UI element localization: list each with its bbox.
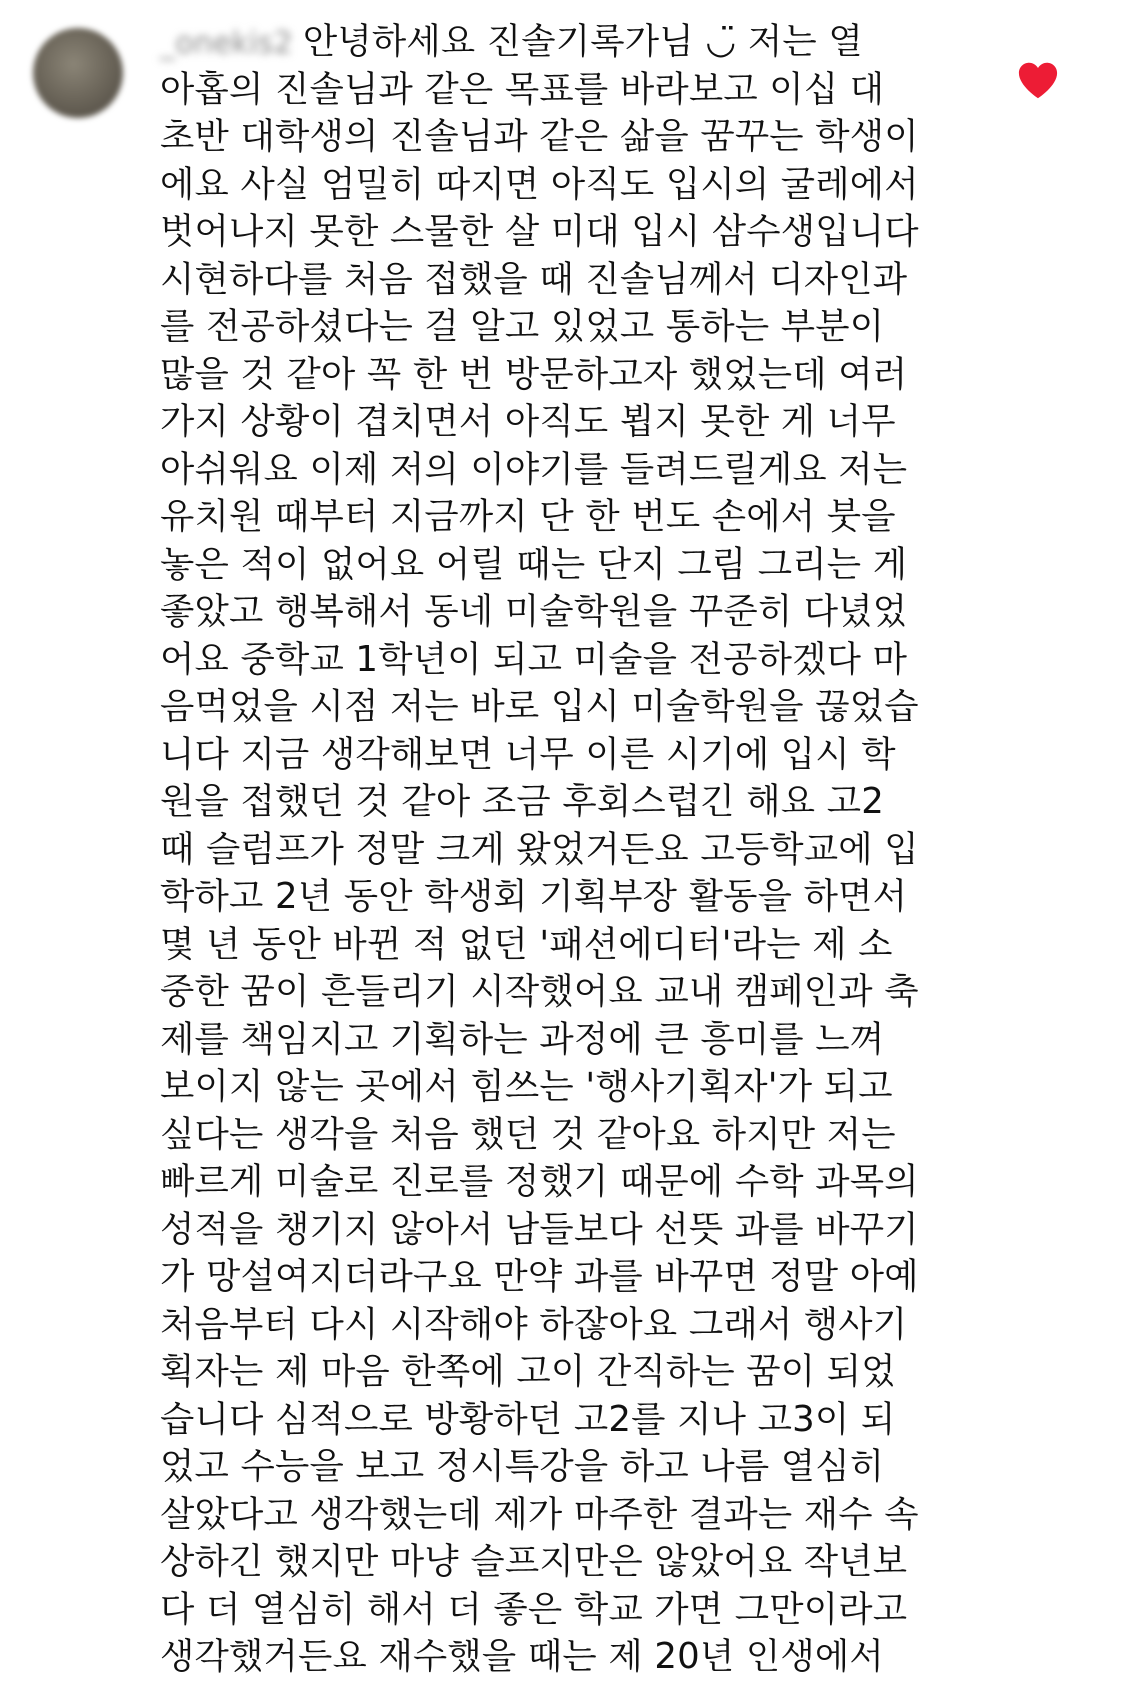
- comment-text-line: 었고 수능을 보고 정시특강을 하고 나름 열심히: [160, 1446, 885, 1487]
- comment-text-line: 때 슬럼프가 정말 크게 왔었거든요 고등학교에 입: [160, 828, 919, 870]
- comment-text-line: 니다 지금 생각해보면 너무 이른 시기에 입시 학: [160, 733, 896, 775]
- comment-text-line: 벗어나지 못한 스물한 살 미대 입시 삼수생입니다: [160, 211, 919, 252]
- comment-text-line: 를 전공하셨다는 걸 알고 있었고 통하는 부분이: [160, 306, 885, 347]
- comment-text-line: 빠르게 미술로 진로를 정했기 때문에 수학 과목의: [160, 1161, 919, 1202]
- comment-text-line: 유치원 때부터 지금까지 단 한 번도 손에서 붓을: [160, 496, 896, 537]
- comment-text-line: 획자는 제 마음 한쪽에 고이 간직하는 꿈이 되었: [160, 1351, 896, 1392]
- comment-text-start: 안녕하세요 진솔기록가님 ◡̈ 저는 열: [302, 21, 863, 62]
- comment-text-line: 싶다는 생각을 처음 했던 것 같아요 하지만 저는: [160, 1113, 896, 1155]
- comment-text-line: 다 더 열심히 해서 더 좋은 학교 가면 그만이라고: [160, 1588, 908, 1630]
- comment-text-line: 에요 사실 엄밀히 따지면 아직도 입시의 굴레에서: [160, 163, 919, 205]
- comment-text-line: 많을 것 같아 꼭 한 번 방문하고자 했었는데 여러: [160, 353, 908, 395]
- comment-text-line: 성적을 챙기지 않아서 남들보다 선뜻 과를 바꾸기: [160, 1208, 919, 1250]
- comment-text-line: 생각했거든요 재수했을 때는 제 20년 인생에서: [160, 1636, 884, 1677]
- comment-text-line: 가지 상황이 겹치면서 아직도 뵙지 못한 게 너무: [160, 401, 896, 442]
- comment-text-line: 상하긴 했지만 마냥 슬프지만은 않았어요 작년보: [160, 1541, 908, 1582]
- comment-text-line: 습니다 심적으로 방황하던 고2를 지나 고3이 되: [160, 1398, 896, 1440]
- heart-icon[interactable]: [1016, 60, 1060, 100]
- comment-text-line: 원을 접했던 것 같아 조금 후회스럽긴 해요 고2: [160, 781, 885, 822]
- comment-text-line: 놓은 적이 없어요 어릴 때는 단지 그림 그리는 게: [160, 543, 908, 585]
- comment-text-line: 음먹었을 시점 저는 바로 입시 미술학원을 끊었습: [160, 686, 919, 727]
- comment-text-line: 학하고 2년 동안 학생회 기획부장 활동을 하면서: [160, 876, 908, 917]
- avatar[interactable]: [33, 28, 123, 118]
- comment-text-line: 초반 대학생의 진솔님과 같은 삶을 꿈꾸는 학생이: [160, 116, 919, 157]
- comment-text-line: 보이지 않는 곳에서 힘쓰는 '행사기획자'가 되고: [160, 1066, 893, 1107]
- comment-text-line: 처음부터 다시 시작해야 하잖아요 그래서 행사기: [160, 1303, 908, 1345]
- comment-text-line: 몇 년 동안 바뀐 적 없던 '패션에디터'라는 제 소: [160, 923, 893, 965]
- comment-text-line: 아홉의 진솔님과 같은 목표를 바라보고 이십 대: [160, 68, 885, 110]
- username[interactable]: _onekis2: [160, 26, 293, 61]
- comment-body: [160, 18, 960, 1681]
- comment-text-line: 살았다고 생각했는데 제가 마주한 결과는 재수 속: [160, 1493, 919, 1535]
- comment-text-line: 가 망설여지더라구요 만약 과를 바꾸면 정말 아예: [160, 1256, 919, 1297]
- comment-text-lines: [160, 66, 960, 1681]
- comment-text-line: 좋았고 행복해서 동네 미술학원을 꾸준히 다녔었: [160, 591, 908, 632]
- comment-text-line: 아쉬워요 이제 저의 이야기를 들려드릴게요 저는: [160, 448, 908, 490]
- comment-first-line: [160, 18, 960, 66]
- comment-text-line: 시현하다를 처음 접했을 때 진솔님께서 디자인과: [160, 258, 908, 300]
- comment-text-line: 제를 책임지고 기획하는 과정에 큰 흥미를 느껴: [160, 1018, 885, 1060]
- comment-text-line: 중한 꿈이 흔들리기 시작했어요 교내 캠페인과 축: [160, 971, 919, 1012]
- comment-text-line: 어요 중학교 1학년이 되고 미술을 전공하겠다 마: [160, 638, 908, 680]
